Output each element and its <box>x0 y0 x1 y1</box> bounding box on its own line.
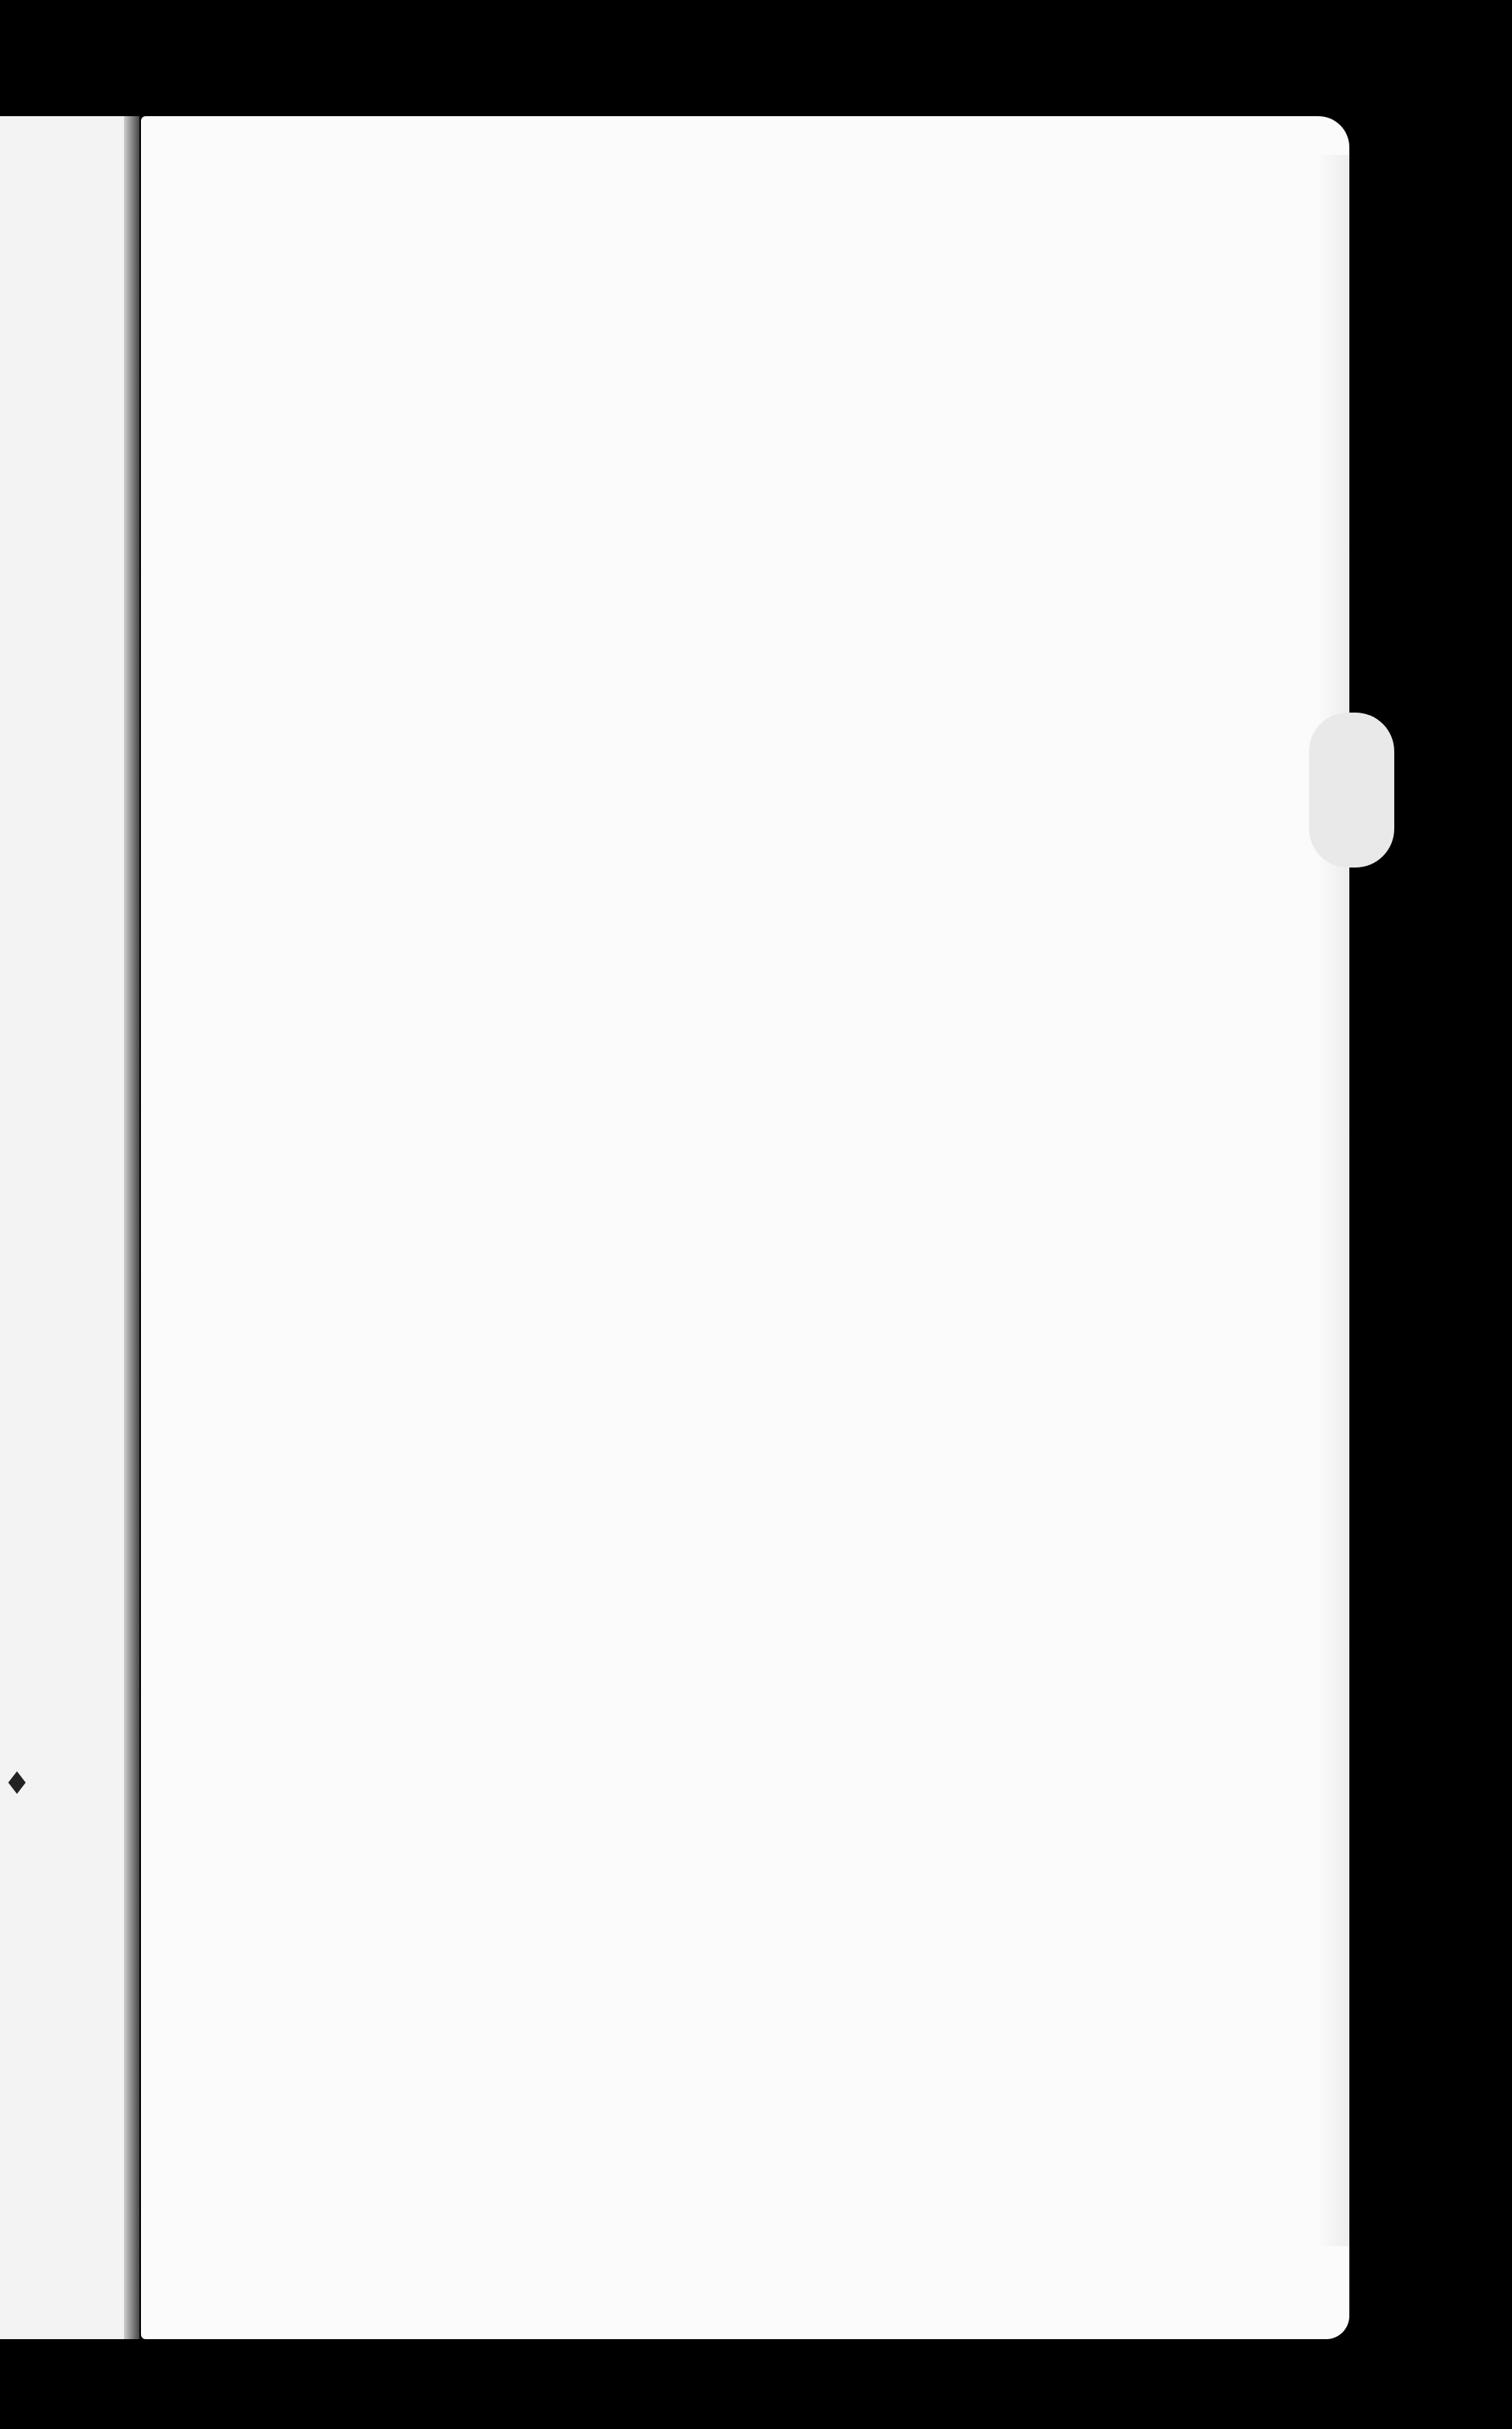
margin-mark: ♦ <box>3 1766 31 1802</box>
